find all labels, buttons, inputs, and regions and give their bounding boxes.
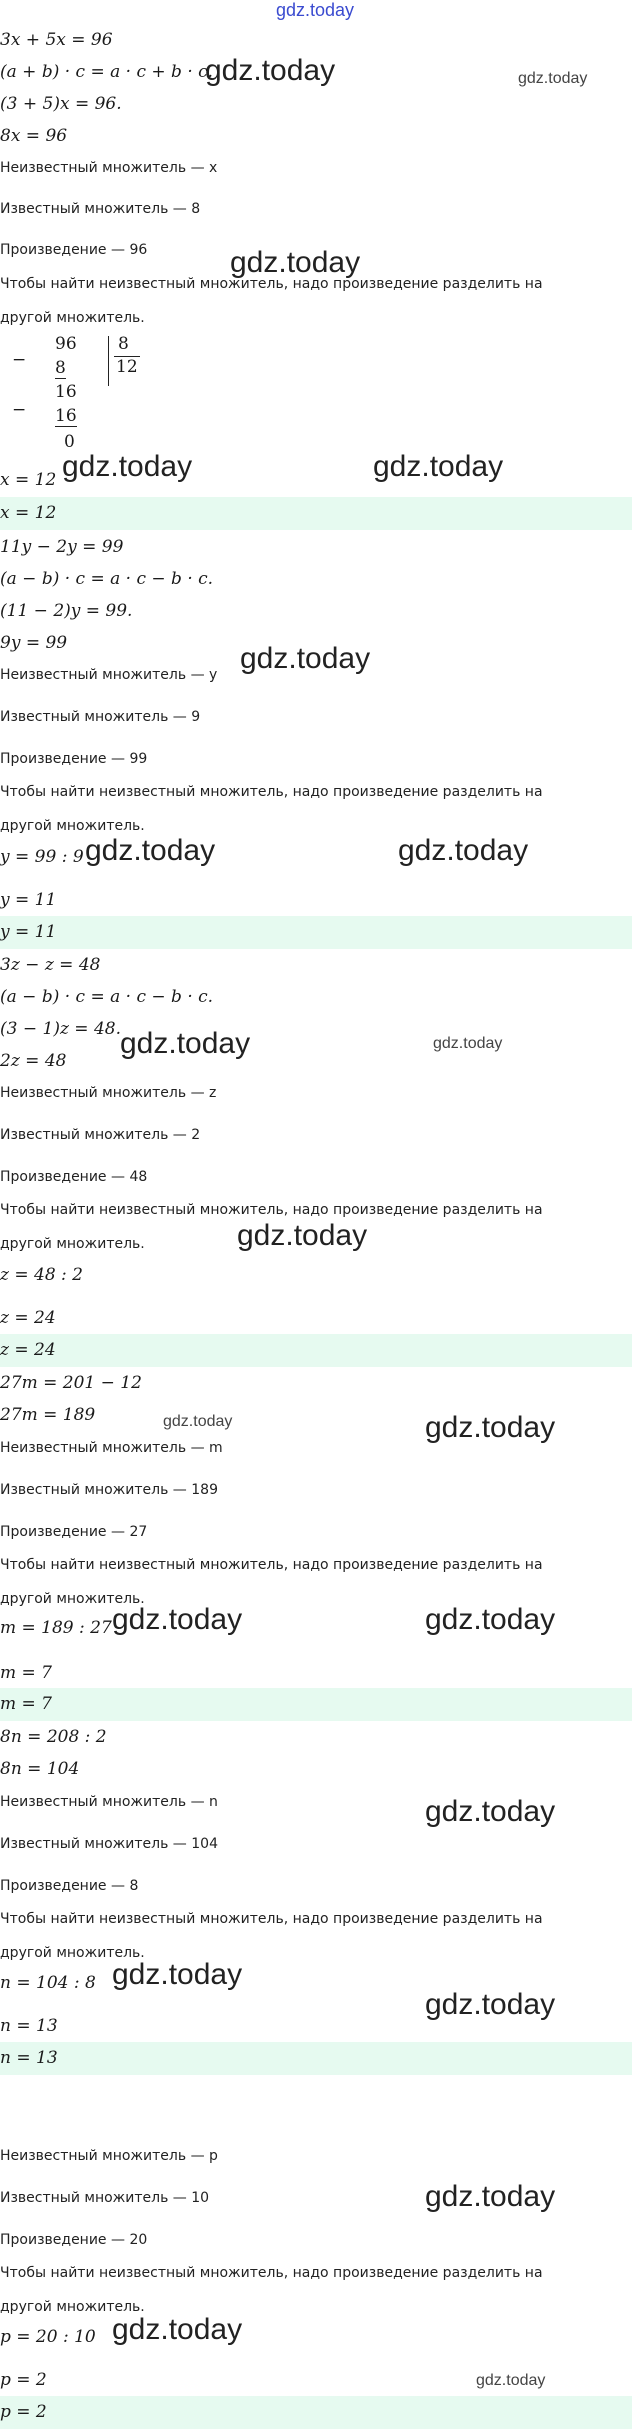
term-label: Известный множитель — 9 bbox=[0, 709, 201, 725]
rule-text: Чтобы найти неизвестный множитель, надо произведение разделить на bbox=[0, 784, 543, 800]
watermark-text: gdz.today bbox=[398, 834, 529, 867]
watermark-text: gdz.today bbox=[425, 1988, 556, 2021]
equation-line: (3 − 1)z = 48. bbox=[0, 1019, 121, 1039]
equation-line: y = 11 bbox=[0, 890, 57, 910]
watermark-text: gdz.today bbox=[230, 246, 361, 279]
answer-row: y = 11 bbox=[0, 916, 632, 949]
watermark-text: gdz.today bbox=[373, 450, 504, 483]
answer-row: z = 24 bbox=[0, 1334, 632, 1367]
term-label: Произведение — 27 bbox=[0, 1524, 148, 1540]
rule-text: Чтобы найти неизвестный множитель, надо произведение разделить на bbox=[0, 1202, 543, 1218]
equation-line: z = 48 : 2 bbox=[0, 1265, 83, 1285]
rule-line: (a + b) · c = a · c + b · c. bbox=[0, 62, 214, 82]
rule-text: другой множитель. bbox=[0, 1945, 145, 1961]
equation-line: 11y − 2y = 99 bbox=[0, 537, 124, 557]
term-label: Произведение — 99 bbox=[0, 751, 148, 767]
rule-text: другой множитель. bbox=[0, 2299, 145, 2315]
watermark-text: gdz.today bbox=[476, 2372, 546, 2389]
answer-row: n = 13 bbox=[0, 2042, 632, 2075]
rule-text: Чтобы найти неизвестный множитель, надо произведение разделить на bbox=[0, 1557, 543, 1573]
term-label: Неизвестный множитель — n bbox=[0, 1794, 218, 1810]
term-label: Известный множитель — 8 bbox=[0, 201, 201, 217]
equation-line: z = 24 bbox=[0, 1308, 56, 1328]
term-label: Неизвестный множитель — p bbox=[0, 2148, 218, 2164]
equation-line: 27m = 201 − 12 bbox=[0, 1373, 142, 1393]
term-label: Известный множитель — 2 bbox=[0, 1127, 201, 1143]
watermark-text: gdz.today bbox=[62, 450, 193, 483]
watermark-text: gdz.today bbox=[112, 1603, 243, 1636]
equation-line: n = 13 bbox=[0, 2016, 58, 2036]
equation-line: p = 20 : 10 bbox=[0, 2327, 96, 2347]
watermark-text: gdz.today bbox=[112, 1958, 243, 1991]
equation-line: 3z − z = 48 bbox=[0, 955, 101, 975]
answer-row: x = 12 bbox=[0, 497, 632, 530]
equation-line: 8x = 96 bbox=[0, 126, 68, 146]
equation-line: 27m = 189 bbox=[0, 1405, 96, 1425]
equation-line: 3x + 5x = 96 bbox=[0, 30, 113, 50]
answer-row: m = 7 bbox=[0, 1688, 632, 1721]
rule-text: другой множитель. bbox=[0, 1591, 145, 1607]
watermark-text: gdz.today bbox=[205, 54, 336, 87]
watermark-text: gdz.today bbox=[433, 1035, 503, 1052]
rule-line: (a − b) · c = a · c − b · c. bbox=[0, 569, 214, 589]
rule-text: Чтобы найти неизвестный множитель, надо произведение разделить на bbox=[0, 2265, 543, 2281]
rule-text: другой множитель. bbox=[0, 818, 145, 834]
rule-text: Чтобы найти неизвестный множитель, надо произведение разделить на bbox=[0, 1911, 543, 1927]
watermark-text: gdz.today bbox=[518, 70, 588, 87]
equation-line: m = 7 bbox=[0, 1663, 52, 1683]
watermark-text: gdz.today bbox=[425, 2180, 556, 2213]
watermark-text: gdz.today bbox=[112, 2313, 243, 2346]
equation-line: p = 2 bbox=[0, 2370, 47, 2390]
term-label: Известный множитель — 104 bbox=[0, 1836, 218, 1852]
watermark-text: gdz.today bbox=[425, 1603, 556, 1636]
watermark-text: gdz.today bbox=[425, 1795, 556, 1828]
watermark-text: gdz.today bbox=[237, 1219, 368, 1252]
rule-line: (a − b) · c = a · c − b · c. bbox=[0, 987, 214, 1007]
rule-text: Чтобы найти неизвестный множитель, надо произведение разделить на bbox=[0, 276, 543, 292]
term-label: Произведение — 48 bbox=[0, 1169, 148, 1185]
equation-line: (3 + 5)x = 96. bbox=[0, 94, 122, 114]
rule-text: другой множитель. bbox=[0, 310, 145, 326]
watermark-text: gdz.today bbox=[120, 1027, 251, 1060]
watermark-text: gdz.today bbox=[85, 834, 216, 867]
term-label: Произведение — 8 bbox=[0, 1878, 139, 1894]
term-label: Неизвестный множитель — z bbox=[0, 1085, 217, 1101]
rule-text: другой множитель. bbox=[0, 1236, 145, 1252]
answer-row: p = 2 bbox=[0, 2396, 632, 2429]
division-bar bbox=[108, 336, 109, 386]
equation-line: 8n = 208 : 2 bbox=[0, 1727, 107, 1747]
watermark-text: gdz.today bbox=[240, 642, 371, 675]
watermark-text: gdz.today bbox=[425, 1411, 556, 1444]
term-label: Произведение — 20 bbox=[0, 2232, 148, 2248]
equation-line: x = 12 bbox=[0, 470, 57, 490]
equation-line: y = 99 : 9 bbox=[0, 847, 84, 867]
long-division: − 96 8 12 8 − 16 16 0 bbox=[12, 334, 138, 452]
term-label: Неизвестный множитель — m bbox=[0, 1440, 223, 1456]
term-label: Известный множитель — 189 bbox=[0, 1482, 218, 1498]
equation-line: 9y = 99 bbox=[0, 633, 68, 653]
equation-line: (11 − 2)y = 99. bbox=[0, 601, 133, 621]
term-label: Известный множитель — 10 bbox=[0, 2190, 210, 2206]
term-label: Произведение — 96 bbox=[0, 242, 148, 258]
term-label: Неизвестный множитель — x bbox=[0, 160, 218, 176]
equation-line: 8n = 104 bbox=[0, 1759, 80, 1779]
equation-line: m = 189 : 27 bbox=[0, 1618, 112, 1638]
site-logo[interactable]: gdz.today bbox=[276, 0, 355, 20]
term-label: Неизвестный множитель — y bbox=[0, 667, 218, 683]
watermark-text: gdz.today bbox=[163, 1413, 233, 1430]
equation-line: 2z = 48 bbox=[0, 1051, 67, 1071]
equation-line: n = 104 : 8 bbox=[0, 1973, 96, 1993]
